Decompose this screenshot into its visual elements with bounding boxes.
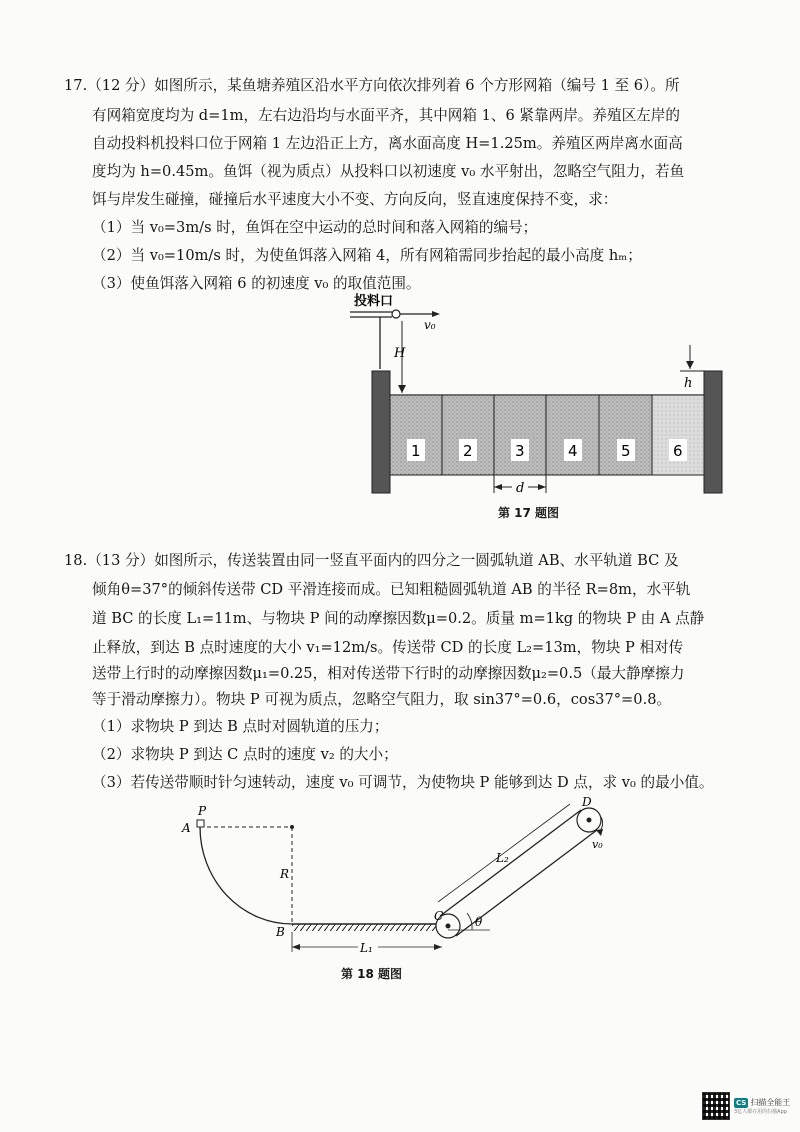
arc-center-dot <box>290 825 294 829</box>
q18-line-7: （1）求物块 P 到达 B 点时对圆轨道的压力； <box>92 718 389 735</box>
net-box-3 <box>494 395 546 475</box>
label-D: D <box>582 795 592 809</box>
box-number-6: 6 <box>673 442 683 460</box>
q18-line-8: （2）求物块 P 到达 C 点时的速度 v₂ 的大小； <box>92 746 398 763</box>
q17-line-4: 度均为 h=0.45m。鱼饵（视为质点）从投料口以初速度 v₀ 水平射出，忽略空气阻力，若鱼 <box>92 163 685 180</box>
q18-line-5: 送带上行时的动摩擦因数μ₁=0.25，相对传送带下行时的动摩擦因数μ₂=0.5（最大静摩擦力 <box>92 665 685 682</box>
feed-label: 投料口 <box>354 294 394 309</box>
q17-line-5: 饵与岸发生碰撞，碰撞后水平速度大小不变、方向反向，竖直速度保持不变，求： <box>92 191 618 208</box>
q18-line-6: 等于滑动摩擦力）。物块 P 可视为质点，忽略空气阻力，取 sin37°=0.6，cos37°=0.8。 <box>92 691 672 708</box>
q18-line-3: 道 BC 的长度 L₁=11m、与物块 P 间的动摩擦因数μ=0.2。质量 m=1kg 的物块 P 由 A 点静 <box>92 610 705 627</box>
L1-arrowhead-right <box>434 944 442 950</box>
d-arrowhead-right <box>538 484 546 490</box>
q18-line-4: 止释放，到达 B 点时速度的大小 v₁=12m/s。传送带 CD 的长度 L₂=13m，物块 P 相对传 <box>92 639 684 656</box>
net-boxes <box>390 395 704 475</box>
h-label: h <box>684 376 693 391</box>
q17-line-1: 17.（12 分）如图所示，某鱼塘养殖区沿水平方向依次排列着 6 个方形网箱（编号 1 至 6）。所 <box>64 77 680 94</box>
feed-outlet <box>392 310 400 318</box>
q17-line-8: （3）使鱼饵落入网箱 6 的初速度 v₀ 的取值范围。 <box>92 275 421 292</box>
label-P: P <box>198 804 207 818</box>
watermark-title-row <box>734 1097 790 1108</box>
left-bank <box>372 371 390 493</box>
watermark-title: 扫描全能王 <box>750 1098 791 1107</box>
q18-line-9: （3）若传送带顺时针匀速转动，速度 v₀ 可调节，为使物块 P 能够到达 D 点，求 v₀ 的最小值。 <box>92 774 714 791</box>
label-L1: L₁ <box>360 941 373 955</box>
label-C: C <box>434 909 444 923</box>
label-A: A <box>182 821 191 835</box>
label-R: R <box>280 867 290 881</box>
q17-line-2: 有网箱宽度均为 d=1m，左右边沿均与水面平齐，其中网箱 1、6 紧靠两岸。养殖区左岸的 <box>92 107 680 124</box>
H-label: H <box>394 346 406 361</box>
q17-line-3: 自动投料机投料口位于网箱 1 左边沿正上方，离水面高度 H=1.25m。养殖区两岸离水面高 <box>92 135 683 152</box>
block-P <box>197 820 204 827</box>
d-label: d <box>516 481 525 496</box>
scanner-logo-badge: CS <box>736 1098 747 1107</box>
q17-line-6: （1）当 v₀=3m/s 时，鱼饵在空中运动的总时间和落入网箱的编号； <box>92 219 538 236</box>
label-L2: L₂ <box>496 851 509 865</box>
label-B: B <box>276 925 285 939</box>
qr-code-icon <box>702 1092 730 1120</box>
d-arrowhead-left <box>494 484 502 490</box>
net-box-6 <box>652 395 704 475</box>
belt-top-edge <box>440 810 581 916</box>
watermark-subtitle: 3亿人都在用的扫描App <box>734 1109 787 1115</box>
track-BC-hatch <box>292 924 442 931</box>
pulley-D-axle <box>587 818 592 823</box>
h-arrowhead-top <box>686 361 694 369</box>
v0-label: v₀ <box>424 318 436 332</box>
label-v0: v₀ <box>592 838 603 851</box>
conveyor-belt <box>436 808 601 938</box>
scanner-watermark <box>702 1088 794 1124</box>
q18-figure <box>160 790 630 970</box>
net-box-4 <box>546 395 599 475</box>
L1-arrowhead-left <box>292 944 300 950</box>
box-number-4: 4 <box>568 442 578 460</box>
right-bank <box>704 371 722 493</box>
label-theta: θ <box>475 915 483 929</box>
net-box-5 <box>599 395 652 475</box>
q17-caption: 第 17 题图 <box>498 506 560 520</box>
watermark-text <box>734 1097 790 1115</box>
H-arrowhead <box>398 385 406 393</box>
q18-caption: 第 18 题图 <box>341 967 403 981</box>
arc-track-AB <box>200 827 292 924</box>
box-number-1: 1 <box>411 442 421 460</box>
box-number-5: 5 <box>621 442 631 460</box>
q17-line-7: （2）当 v₀=10m/s 时，为使鱼饵落入网箱 4，所有网箱需同步抬起的最小高度 hₘ； <box>92 247 642 264</box>
net-box-1 <box>390 395 442 475</box>
rotation-arrowhead <box>596 829 603 836</box>
q17-figure <box>340 285 740 505</box>
q18-line-1: 18.（13 分）如图所示，传送装置由同一竖直平面内的四分之一圆弧轨道 AB、水平轨道 BC 及 <box>64 552 679 569</box>
v0-arrowhead <box>432 311 440 317</box>
pulley-C-axle <box>446 924 451 929</box>
box-number-3: 3 <box>515 442 525 460</box>
q18-line-2: 倾角θ=37°的倾斜传送带 CD 平滑连接而成。已知粗糙圆弧轨道 AB 的半径 R=8m，水平轨 <box>92 581 691 598</box>
box-number-2: 2 <box>463 442 473 460</box>
net-box-2 <box>442 395 494 475</box>
